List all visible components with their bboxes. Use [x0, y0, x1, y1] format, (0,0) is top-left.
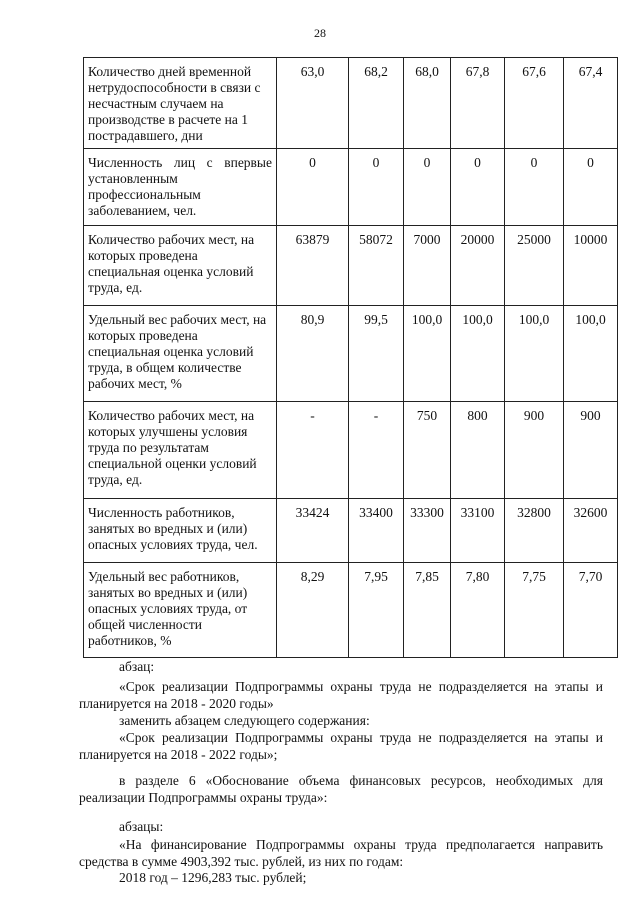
paragraph-text: «Срок реализации Подпрограммы охраны труда не подразделяется на этапы и планируется на 2018 - 2022 годы»; — [79, 730, 603, 762]
table-cell: 0 — [404, 149, 451, 226]
table-cell: 100,0 — [564, 306, 618, 402]
table-cell: 8,29 — [277, 563, 349, 658]
table-row — [84, 306, 618, 402]
paragraph-text: 2018 год – 1296,283 тыс. рублей; — [119, 870, 307, 885]
row-label: Количество рабочих мест, на которых улучшены условия труда по результатам специальной оценки условий труда, ед. — [84, 402, 277, 499]
table-row — [84, 226, 618, 306]
paragraph-text: абзацы: — [119, 819, 164, 834]
table-cell: 25000 — [505, 226, 564, 306]
table-cell: 33424 — [277, 499, 349, 563]
table-cell: - — [349, 402, 404, 499]
paragraph-text: в разделе 6 «Обоснование объема финансовых ресурсов, необходимых для реализации Подпрограммы охраны труда»: — [79, 773, 603, 805]
table-cell: 0 — [505, 149, 564, 226]
table-cell: 7,95 — [349, 563, 404, 658]
paragraph-section-6 — [79, 772, 603, 806]
table-cell: 68,2 — [349, 58, 404, 149]
paragraph-text: «На финансирование Подпрограммы охраны труда предполагается направить средства в сумме 4903,392 тыс. рублей, из них по годам: — [79, 837, 603, 869]
table-cell: 0 — [349, 149, 404, 226]
table-row — [84, 58, 618, 149]
row-label: Удельный вес рабочих мест, на которых проведена специальная оценка условий труда, в общем количестве рабочих мест, % — [84, 306, 277, 402]
page-number: 28 — [314, 26, 326, 40]
paragraph-new-term — [79, 729, 603, 763]
table-cell: 100,0 — [404, 306, 451, 402]
table-cell: 99,5 — [349, 306, 404, 402]
table-cell: 68,0 — [404, 58, 451, 149]
paragraph-abzacy — [79, 818, 603, 835]
table-cell: 900 — [505, 402, 564, 499]
table-cell: 0 — [451, 149, 505, 226]
paragraph-text: «Срок реализации Подпрограммы охраны труда не подразделяется на этапы и планируется на 2018 - 2020 годы» — [79, 679, 603, 711]
table-cell: 80,9 — [277, 306, 349, 402]
table-cell: 33100 — [451, 499, 505, 563]
row-label: Численность лиц с впервые установленным профессиональным заболеванием, чел. — [84, 149, 277, 226]
table-cell: 900 — [564, 402, 618, 499]
row-label: Количество рабочих мест, на которых проведена специальная оценка условий труда, ед. — [84, 226, 277, 306]
table-cell: 7000 — [404, 226, 451, 306]
indicators-table — [83, 57, 618, 658]
paragraph-replace — [79, 712, 603, 729]
table-cell: 7,70 — [564, 563, 618, 658]
row-label: Численность работников, занятых во вредных и (или) опасных условиях труда, чел. — [84, 499, 277, 563]
table-row — [84, 499, 618, 563]
paragraph-text: абзац: — [119, 659, 155, 674]
table-cell: 33400 — [349, 499, 404, 563]
table-cell: 58072 — [349, 226, 404, 306]
row-label: Удельный вес работников, занятых во вредных и (или) опасных условиях труда, от общей численности работников, % — [84, 563, 277, 658]
paragraph-abzac — [79, 658, 603, 675]
table-cell: 100,0 — [451, 306, 505, 402]
table-cell: 67,8 — [451, 58, 505, 149]
table-cell: 67,4 — [564, 58, 618, 149]
table-cell: 800 — [451, 402, 505, 499]
table-cell: 63,0 — [277, 58, 349, 149]
table-cell: 750 — [404, 402, 451, 499]
paragraph-text: заменить абзацем следующего содержания: — [119, 713, 370, 728]
paragraph-financing — [79, 836, 603, 870]
table-cell: 100,0 — [505, 306, 564, 402]
table-row — [84, 563, 618, 658]
table-row — [84, 149, 618, 226]
table-cell: - — [277, 402, 349, 499]
table-cell: 0 — [277, 149, 349, 226]
table-cell: 0 — [564, 149, 618, 226]
table-cell: 32800 — [505, 499, 564, 563]
row-label: Количество дней временной нетрудоспособности в связи с несчастным случаем на производстве в расчете на 1 пострадавшего, дни — [84, 58, 277, 149]
paragraph-old-term — [79, 678, 603, 712]
paragraph-year-2018 — [79, 869, 603, 886]
table-cell: 63879 — [277, 226, 349, 306]
table-cell: 33300 — [404, 499, 451, 563]
table-cell: 7,85 — [404, 563, 451, 658]
table-cell: 32600 — [564, 499, 618, 563]
table-cell: 7,75 — [505, 563, 564, 658]
table-cell: 10000 — [564, 226, 618, 306]
table-cell: 20000 — [451, 226, 505, 306]
table-row — [84, 402, 618, 499]
table-cell: 7,80 — [451, 563, 505, 658]
table-cell: 67,6 — [505, 58, 564, 149]
